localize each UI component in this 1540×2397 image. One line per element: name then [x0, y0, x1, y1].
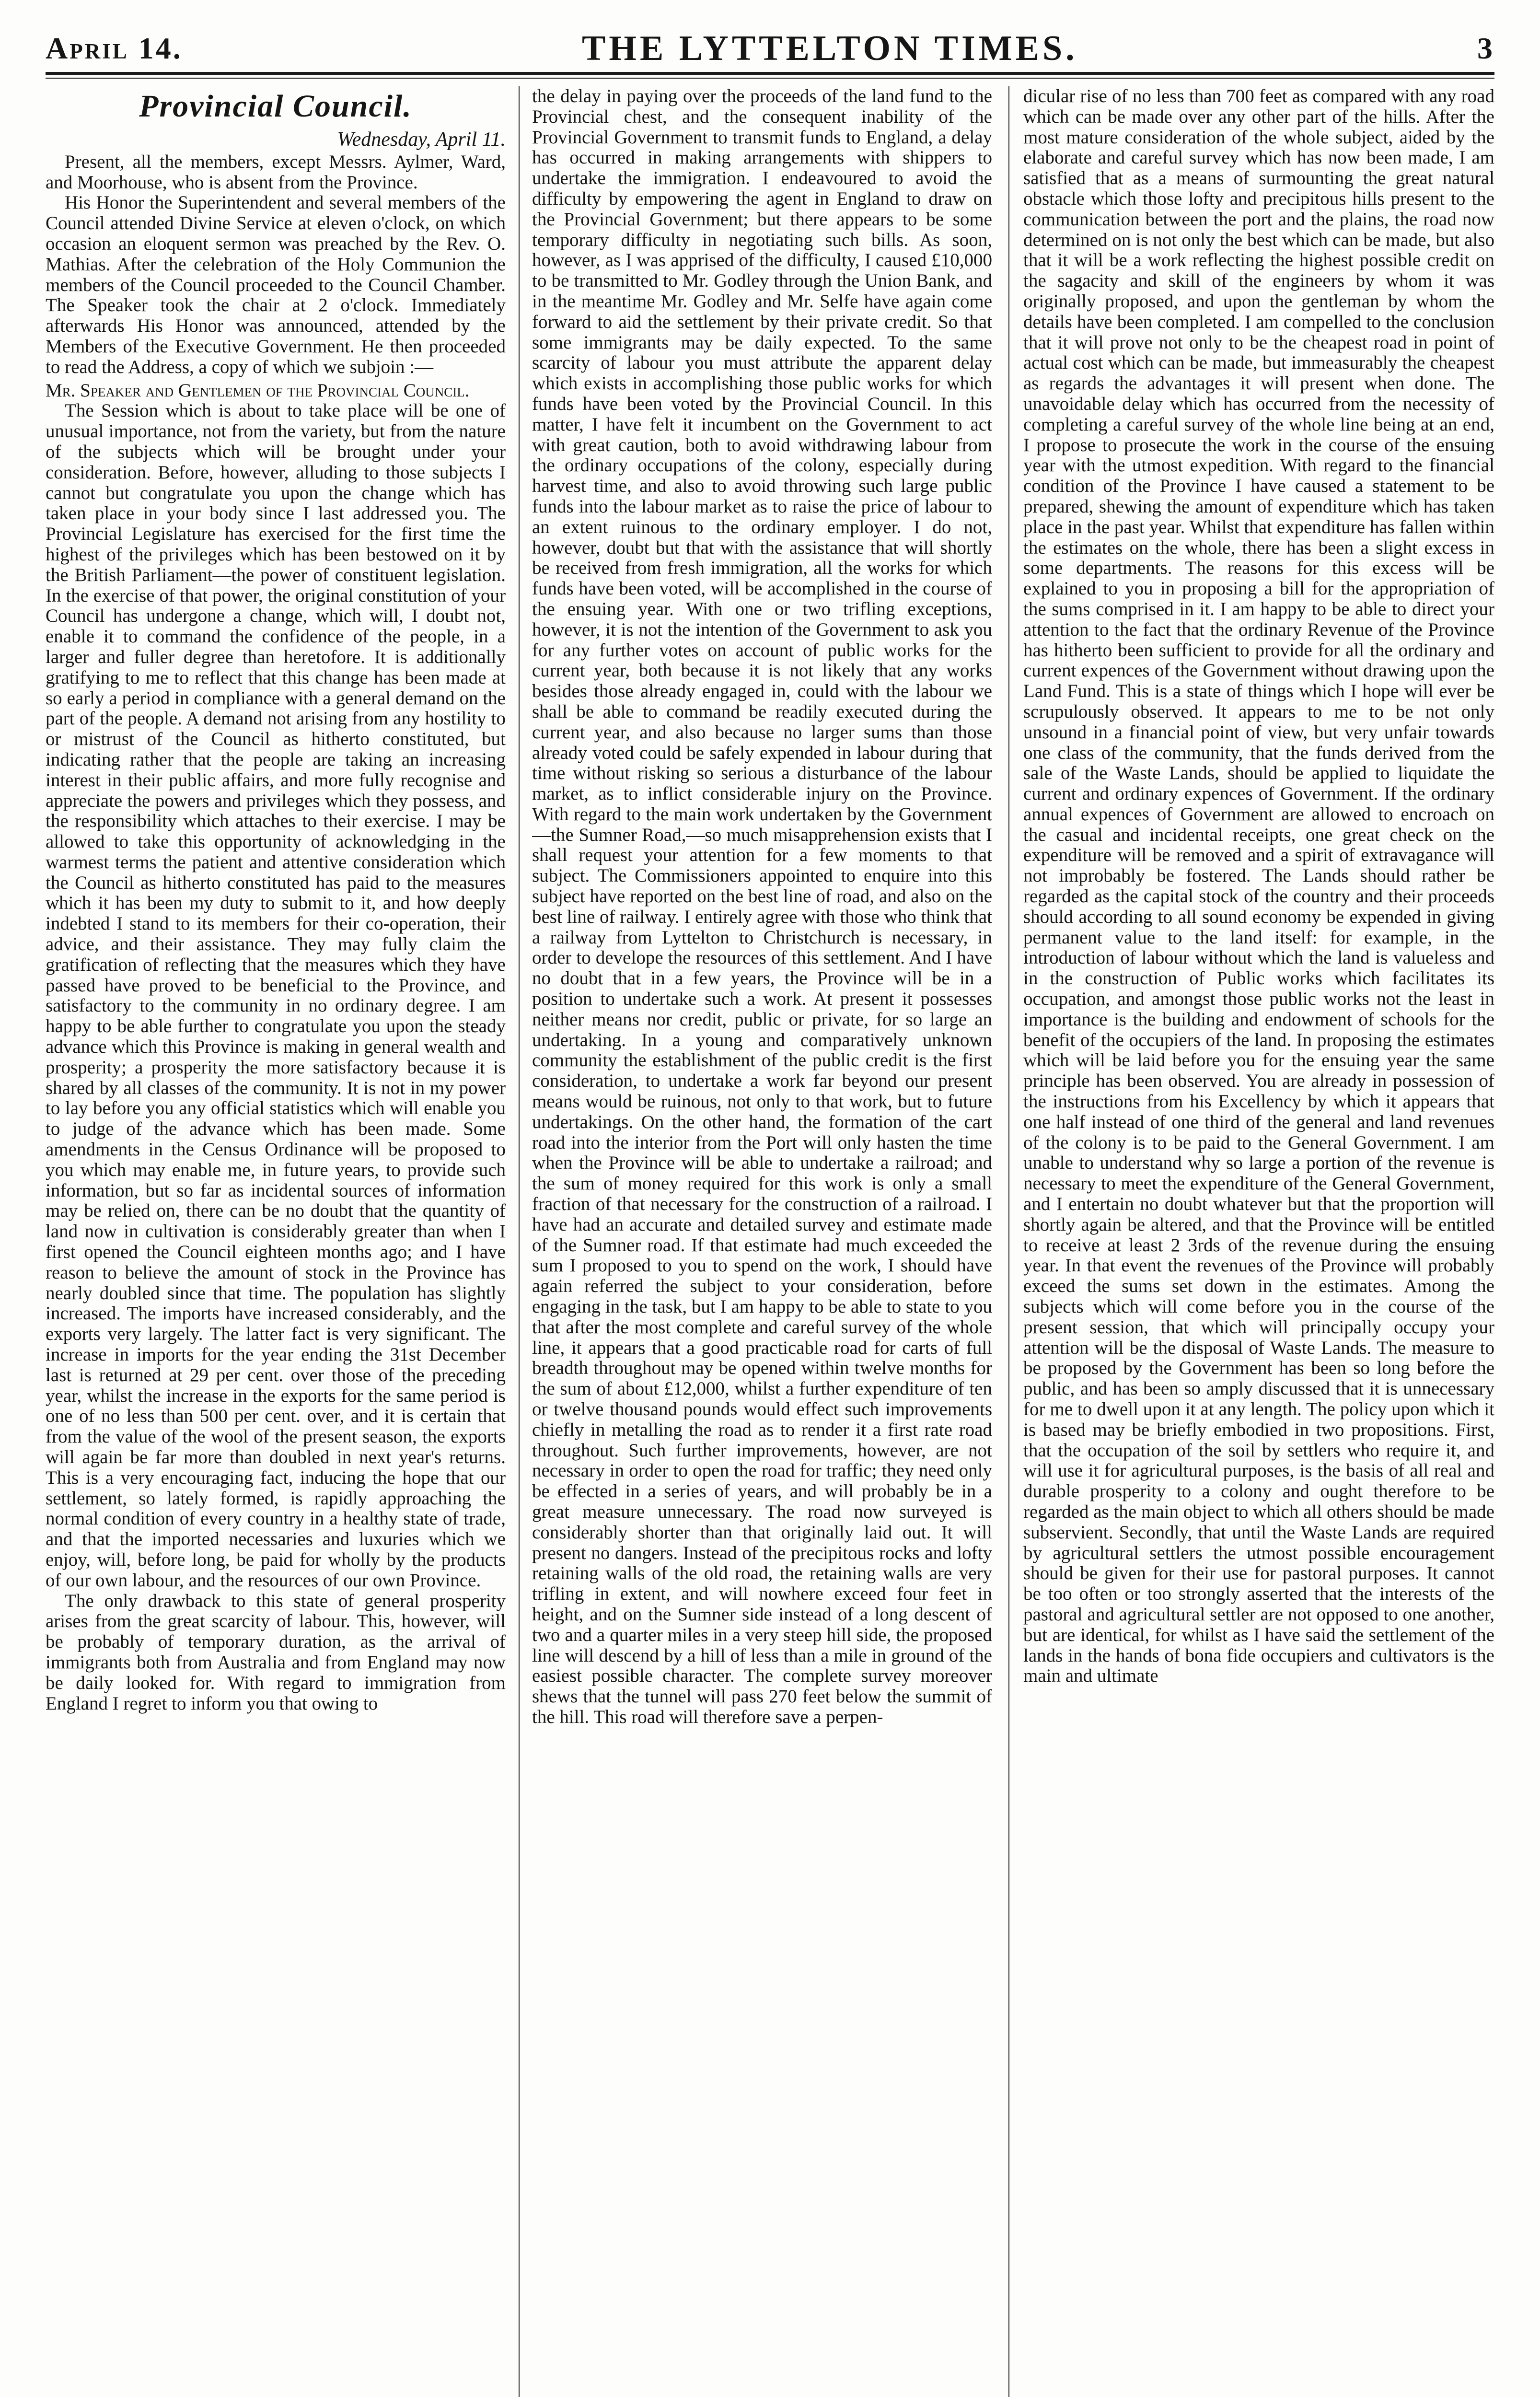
article-heading: Provincial Council. [139, 89, 412, 124]
newspaper-title: THE LYTTELTON TIMES. [582, 28, 1078, 68]
issue-date: April 14. [46, 31, 183, 65]
column-divider [1008, 86, 1009, 2397]
masthead [46, 26, 1494, 70]
column-2 [532, 86, 992, 2397]
article-dateline: Wednesday, April 11. [337, 128, 506, 151]
page-number: 3 [1477, 31, 1494, 65]
paragraph: The only drawback to this state of general prosperity arises from the great scarcity of labour. This, however, will be probably of temporary duration, as the arrival of immigrants both from Australia and from England may now be daily looked for. With regard to immigration from England I regret to inform you that owing to [46, 1590, 506, 1714]
masthead-rule-thin [46, 78, 1494, 79]
paragraph: the delay in paying over the proceeds of the land fund to the Provincial chest, and the consequent inability of the Provincial Government to transmit funds to England, a delay has occurred in making arrangements with shippers to undertake the immigration. I endeavoured to avoid the difficulty by empowering the agent in England to draw on the Provincial Government; but there appears to be some temporary difficulty in negotiating such bills. As soon, however, as I was apprised of the difficulty, I caused £10,000 to be transmitted to Mr. Godley through the Union Bank, and in the meantime Mr. Godley and Mr. Selfe have again come forward to aid the settlement by their private credit. So that some immigrants may be daily expected. To the same scarcity of labour you must attribute the apparent delay which exists in accomplishing those public works for which funds have been voted by the Provincial Council. In this matter, I have felt it incumbent on the Government to act with great caution, both to avoid withdrawing labour from the ordinary occupations of the colony, especially during harvest time, and also to avoid throwing such large public funds into the labour market as to raise the price of labour to an extent ruinous to the ordinary employer. I do not, however, doubt but that with the assistance that will shortly be received from fresh immigration, all the works for which funds have been voted, will be accomplished in the course of the ensuing year. With one or two trifling exceptions, however, it is not the intention of the Government to ask you for any further votes on account of public works for the current year, both because it is not likely that any works besides those already engaged in, could with the labour we shall be able to command be readily executed during the current year, and also because no larger sums than those already voted could be safely expended in labour during that time without risking so serious a disturbance of the labour market, as to inflict considerable injury on the Province. With regard to the main work undertaken by the Government—the Sumner Road,—so much misapprehension exists that I shall request your attention for a few moments to that subject. The Commissioners appointed to enquire into this subject have reported on the best line of road, and also on the best line of railway. I entirely agree with those who think that a railway from Lyttelton to Christchurch is necessary, in order to develope the resources of this settlement. And I have no doubt that in a few years, the Province will be in a position to undertake such a work. At present it possesses neither means nor credit, public or private, for so large an undertaking. In a young and comparatively unknown community the establishment of the public credit is the first consideration, to undertake a work far beyond our present means would be ruinous, not only to that work, but to future undertakings. On the other hand, the formation of the cart road into the interior from the Port will only hasten the time when the Province will be able to undertake a railroad; and the sum of money required for this work is only a small fraction of that necessary for the construction of a railroad. I have had an accurate and detailed survey and estimate made of the Sumner road. If that estimate had much exceeded the sum I proposed to you to spend on the work, I should have again referred the subject to your consideration, before engaging in the task, but I am happy to be able to state to you that after the most complete and careful survey of the whole line, it appears that a good practicable road for carts of full breadth throughout may be opened within twelve months for the sum of about £12,000, whilst a further expenditure of ten or twelve thousand pounds would effect such improvements chiefly in metalling the road as to render it a first rate road throughout. Such further improvements, however, are not necessary in order to open the road for traffic; they need only be effected in a series of years, and will probably be in a great measure unnecessary. The road now surveyed is considerably shorter than that originally laid out. It will present no dangers. Instead of the precipitous rocks and lofty retaining walls of the old road, the retaining walls are very trifling in extent, and will nowhere exceed four feet in height, and on the Sumner side instead of a long descent of two and a quarter miles in a very steep hill side, the proposed line will descend by a hill of less than a mile in ground of the easiest possible character. The complete survey moreover shews that the tunnel will pass 270 feet below the summit of the hill. This road will therefore save a perpen- [532, 86, 992, 1727]
column-1 [46, 86, 506, 2397]
paragraph: dicular rise of no less than 700 feet as compared with any road which can be made over any other part of the hills. After the most mature consideration of the whole subject, aided by the elaborate and careful survey which has now been made, I am satisfied that as a means of surmounting the great natural obstacle which those lofty and precipitous hills present to the communication between the port and the plains, the road now determined on is not only the best which can be made, but also that it will be a work reflecting the highest possible credit on the sagacity and skill of the engineers by whom it was originally proposed, and upon the gentleman by whom the details have been completed. I am compelled to the conclusion that it will prove not only to be the cheapest road in point of actual cost which can be made, but immeasurably the cheapest as regards the advantages it will present when done. The unavoidable delay which has occurred from the necessity of completing a careful survey of the whole line being at an end, I propose to prosecute the work in the course of the ensuing year with the utmost expedition. With regard to the financial condition of the Province I have caused a statement to be prepared, shewing the amount of expenditure which has taken place in the past year. Whilst that expenditure has fallen within the estimates on the whole, there has been a slight excess in some departments. The reasons for this excess will be explained to you in proposing a bill for the appropriation of the sums comprised in it. I am happy to be able to direct your attention to the fact that the ordinary Revenue of the Province has hitherto been sufficient to provide for all the ordinary and current expences of the Government without drawing upon the Land Fund. This is a state of things which I hope will ever be scrupulously observed. It appears to me to be not only unsound in a financial point of view, but very unfair towards one class of the community, that the funds derived from the sale of the Waste Lands, should be applied to liquidate the current and ordinary expences of Government. If the ordinary annual expences of Government are allowed to encroach on the casual and incidental receipts, one great check on the expenditure will be removed and a spirit of extravagance will not improbably be fostered. The Lands should rather be regarded as the capital stock of the country and their proceeds should according to all sound economy be expended in giving permanent value to the land itself: for example, in the introduction of labour without which the land is valueless and in the construction of Public works which facilitates its occupation, and amongst those public works not the least in importance is the building and endowment of schools for the benefit of the occupiers of the land. In proposing the estimates which will be laid before you for the ensuing year the same principle has been observed. You are already in possession of the instructions from his Excellency by which it appears that one half instead of one third of the general and land revenues of the colony is to be paid to the General Government. I am unable to understand why so large a portion of the revenue is necessary to meet the expenditure of the General Government, and I entertain no doubt whatever but that the proportion will shortly again be altered, and that the Province will be entitled to receive at least 2 3rds of the revenue during the ensuing year. In that event the revenues of the Province will probably exceed the sums set down in the estimates. Among the subjects which will come before you in the course of the present session, that which will principally occupy your attention will be the disposal of Waste Lands. The measure to be proposed by the Government has been so long before the public, and has been so amply discussed that it is unnecessary for me to dwell upon it at any length. The policy upon which it is based may be briefly embodied in two propositions. First, that the occupation of the soil by settlers who require it, and will use it for agricultural purposes, is the basis of all real and durable prosperity to a colony and ought therefore to be regarded as the main object to which all others should be made subservient. Secondly, that until the Waste Lands are required by agricultural settlers the utmost possible encouragement should be given for their use for pastoral purposes. It cannot be too often or too strongly asserted that the interests of the pastoral and agricultural settler are not opposed to one another, but are identical, for whilst as I have said the settlement of the lands in the hands of bona fide occupiers and cultivators is the main and ultimate [1023, 86, 1494, 1687]
paragraph: His Honor the Superintendent and several members of the Council attended Divine Service at eleven o'clock, on which occasion an eloquent sermon was preached by the Rev. O. Mathias. After the celebration of the Holy Communion the members of the Council proceeded to the Council Chamber. The Speaker took the chair at 2 o'clock. Immediately afterwards His Honor was announced, attended by the Members of the Executive Government. He then proceeded to read the Address, a copy of which we subjoin :— [46, 192, 506, 377]
masthead-rule [46, 72, 1494, 75]
column-divider [519, 86, 520, 2397]
paragraph: The Session which is about to take place will be one of unusual importance, not from the variety, but from the nature of the subjects which will be brought under your consideration. Before, however, alluding to those subjects I cannot but congratulate you upon the change which has taken place in your body since I last addressed you. The Provincial Legislature has exercised for the first time the highest of the privileges which has been bestowed on it by the British Parliament—the power of constituent legislation. In the exercise of that power, the original constitution of your Council has undergone a change, which will, I doubt not, enable it to command the confidence of the people, in a larger and fuller degree than heretofore. It is additionally gratifying to me to reflect that this change has been made at so early a period in compliance with a general demand on the part of the people. A demand not arising from any hostility to or mistrust of the Council as hitherto constituted, but indicating rather that the people are taking an increasing interest in their public affairs, and more fully recognise and appreciate the powers and privileges which they possess, and the responsibility which attaches to their exercise. I may be allowed to take this opportunity of acknowledging in the warmest terms the patient and attentive consideration which the Council as hitherto constituted has paid to the measures which it has been my duty to submit to it, and how deeply indebted I stand to its members for their co-operation, their advice, and their assistance. They may fully claim the gratification of reflecting that the measures which they have passed have proved to be beneficial to the Province, and satisfactory to the community in no ordinary degree. I am happy to be able further to congratulate you upon the steady advance which this Province is making in general wealth and prosperity; a prosperity the more satisfactory because it is shared by all classes of the community. It is not in my power to lay before you any official statistics which will enable you to judge of the advance which has been made. Some amendments in the Census Ordinance will be proposed to you which may enable me, in future years, to provide such information, but so far as incidental sources of information may be relied on, there can be no doubt that the quantity of land now in cultivation is considerably greater than when I first opened the Council eighteen months ago; and I have reason to believe the amount of stock in the Province has nearly doubled since that time. The population has slightly increased. The imports have increased considerably, and the exports very largely. The latter fact is very significant. The increase in imports for the year ending the 31st December last is returned at 29 per cent. over those of the preceding year, whilst the increase in the exports for the same period is one of no less than 500 per cent. over, and it is certain that from the value of the wool of the present season, the exports will again be far more than doubled in next year's returns. This is a very encouraging fact, inducing the hope that our settlement, so lately formed, is rapidly approaching the normal condition of every country in a healthy state of trade, and that the imported necessaries and luxuries which we enjoy, will, before long, be paid for wholly by the products of our own labour, and the resources of our own Province. [46, 400, 506, 1591]
column-3 [1023, 86, 1494, 2397]
paragraph: Present, all the members, except Messrs. Aylmer, Ward, and Moorhouse, who is absent from the Province. [46, 151, 506, 193]
address-salutation: Mr. Speaker and Gentlemen of the Provincial Council. [46, 380, 470, 401]
